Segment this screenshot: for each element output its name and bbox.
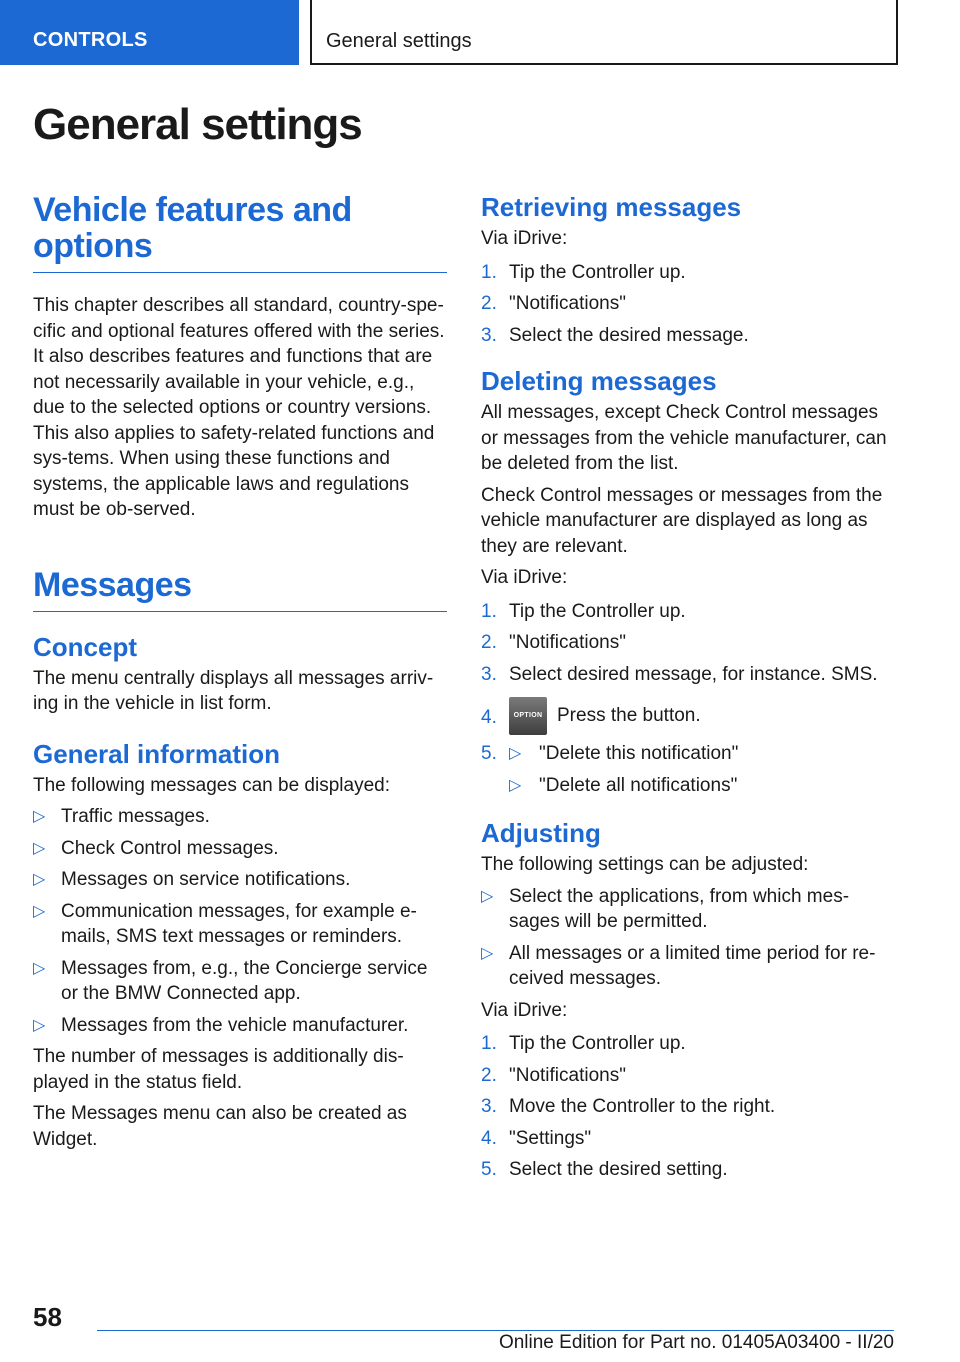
heading-retrieving-messages: Retrieving messages — [481, 192, 742, 222]
footer-edition-text: Online Edition for Part no. 01405A03400 - II/20 — [498, 1332, 894, 1353]
bullet-icon: ▷ — [509, 776, 522, 794]
list-item: 1. Tip the Controller up. — [481, 261, 686, 283]
widget-text: The Messages menu can also be created as Widget. — [33, 1103, 407, 1150]
right-column — [481, 192, 895, 1183]
list-item: 5. ▷ "Delete this notification" ▷ "Delete all notifications" — [481, 741, 895, 798]
list-item: ▷ All messages or a limited time period for re-ceived messages. — [481, 942, 876, 989]
list-item: ▷ Traffic messages. — [33, 804, 447, 830]
heading-deleting-messages: Deleting messages — [481, 366, 717, 396]
vehicle-features-text: This chapter describes all standard, country-spe-cific and optional features offered with the series. It also describes features and functions that are not necessarily available in your vehicle, e.g., due to the selected options or country versions. This also applies to safety-related functions and sys-tems. When using these functions and systems, the applicable laws and regulations must be ob-served. — [33, 295, 445, 520]
concept-text: The menu centrally displays all messages arriv-ing in the vehicle in list form. — [33, 667, 434, 714]
deleting-via: Via iDrive: — [481, 567, 568, 588]
list-item: 1. Tip the Controller up. — [481, 600, 686, 622]
bullet-icon: ▷ — [33, 808, 46, 825]
header-section-tab — [0, 0, 299, 65]
status-field-text: The number of messages is additionally dis-played in the status field. — [33, 1046, 404, 1093]
list-item: ▷ Select the applications, from which mes-sages will be permitted. — [481, 885, 850, 932]
heading-vehicle-features: Vehicle features and options — [33, 192, 447, 273]
bullet-icon: ▷ — [33, 871, 46, 888]
adjusting-options-list — [481, 884, 895, 992]
adjusting-steps — [481, 1031, 895, 1183]
list-item: 1. Tip the Controller up. — [481, 1033, 686, 1054]
bullet-icon: ▷ — [509, 745, 522, 762]
page-number: 58 — [33, 1302, 62, 1332]
list-item: 4. "Settings" — [481, 1127, 592, 1149]
bullet-icon: ▷ — [481, 944, 494, 962]
list-item: 5. Select the desired setting. — [481, 1159, 728, 1180]
footer-divider — [97, 1330, 894, 1331]
list-item: ▷ Check Control messages. — [33, 836, 447, 862]
header-section-label: CONTROLS — [33, 29, 148, 51]
list-item: 2. "Notifications" — [481, 293, 626, 314]
bullet-icon: ▷ — [33, 1016, 46, 1034]
delete-options-list — [509, 741, 895, 798]
deleting-text-1: All messages, except Check Control messages or messages from the vehicle manufacturer, can be deleted from the list. — [481, 402, 887, 474]
list-item: 3. Move the Controller to the right. — [481, 1096, 776, 1117]
bullet-icon: ▷ — [33, 902, 46, 920]
page-title: General settings — [33, 100, 362, 149]
header-chapter-tab — [310, 0, 898, 65]
option-button-icon: OPTION — [509, 697, 547, 735]
list-item: 3. Select the desired message. — [481, 324, 749, 346]
adjusting-via: Via iDrive: — [481, 999, 568, 1021]
list-item: 4. OPTION Press the button. — [481, 697, 895, 735]
list-item: ▷ Communication messages, for example e-mails, SMS text messages or reminders. — [33, 900, 417, 947]
deleting-steps — [481, 599, 895, 799]
bullet-icon: ▷ — [33, 839, 46, 857]
general-info-intro: The following messages can be displayed: — [33, 774, 390, 796]
heading-adjusting: Adjusting — [481, 818, 601, 848]
deleting-text-2: Check Control messages or messages from the vehicle manufacturer are displayed as long as they are relevant. — [481, 484, 883, 557]
list-item: ▷ Messages from the vehicle manufacturer. — [33, 1013, 447, 1039]
heading-messages: Messages — [33, 567, 447, 612]
heading-general-information: General information — [33, 738, 281, 769]
header-chapter-label: General settings — [326, 30, 472, 52]
list-item: ▷ "Delete this notification" — [509, 741, 895, 767]
list-item: ▷ "Delete all notifications" — [509, 773, 895, 799]
list-item: ▷ Messages on service notifications. — [33, 867, 447, 893]
left-column — [33, 192, 447, 1152]
adjusting-intro: The following settings can be adjusted: — [481, 854, 809, 875]
list-item: 3. Select desired message, for instance. SMS. — [481, 663, 878, 685]
bullet-icon: ▷ — [33, 959, 46, 977]
list-item: 2. "Notifications" — [481, 1064, 626, 1086]
bullet-icon: ▷ — [481, 887, 494, 905]
list-item: 2. "Notifications" — [481, 632, 626, 653]
retrieving-via: Via iDrive: — [481, 228, 568, 249]
retrieving-steps — [481, 260, 895, 349]
list-item: ▷ Messages from, e.g., the Concierge service or the BMW Connected app. — [33, 957, 428, 1004]
heading-concept: Concept — [33, 631, 137, 662]
message-types-list — [33, 804, 447, 1038]
